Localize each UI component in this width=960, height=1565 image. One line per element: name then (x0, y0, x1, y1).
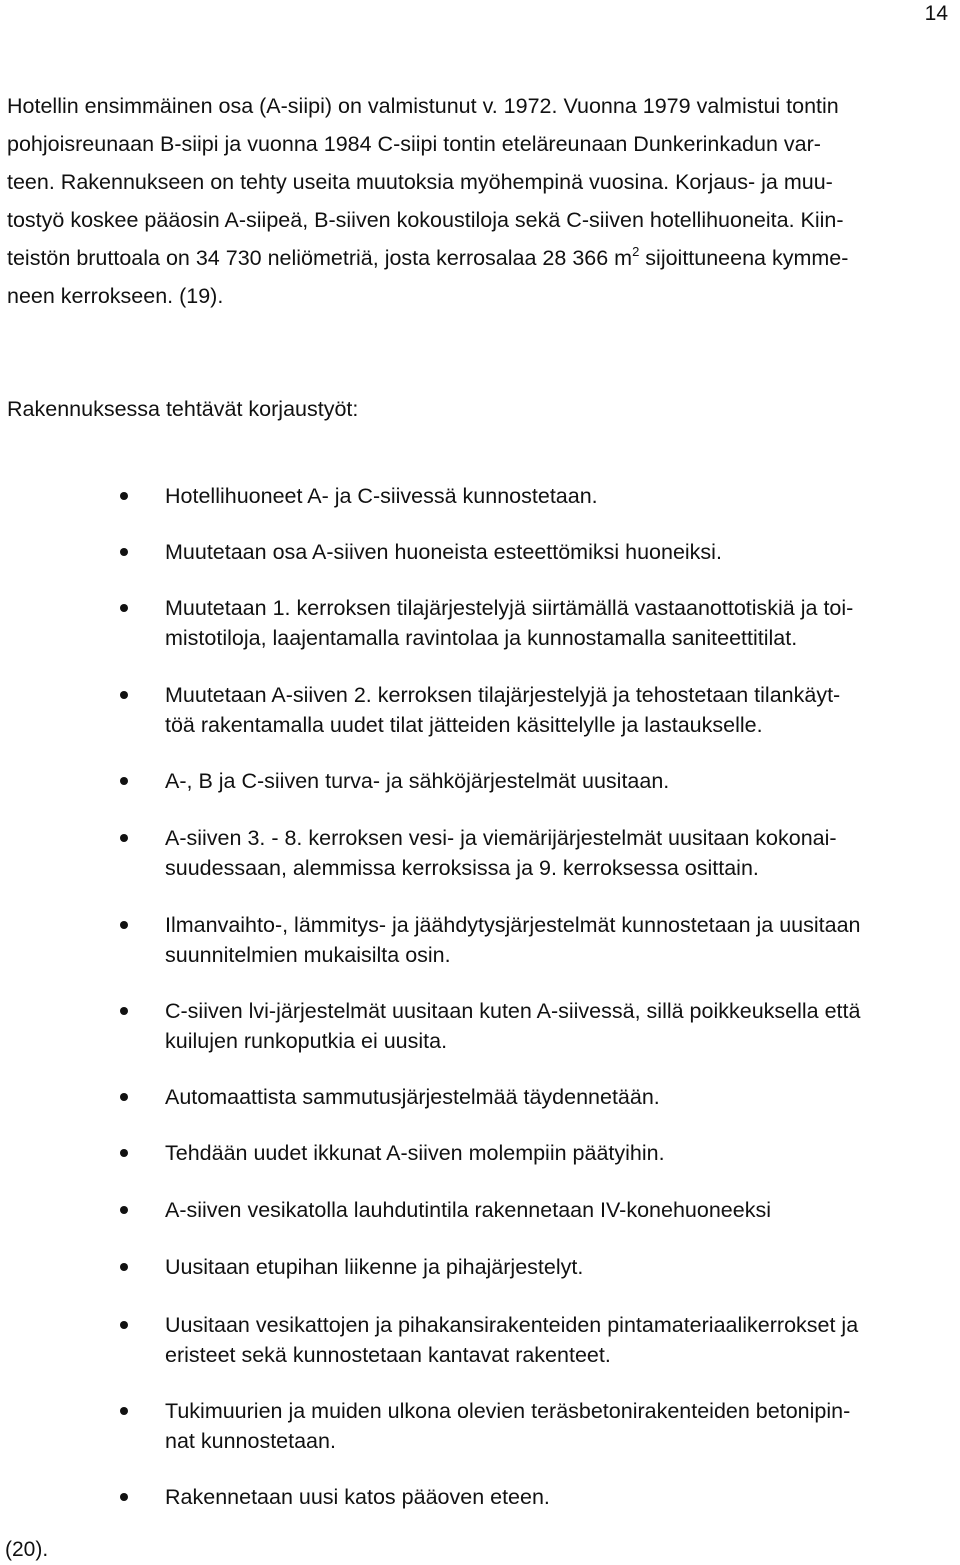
bullet-icon (120, 1321, 128, 1329)
list-item-text: Tehdään uudet ikkunat A-siiven molempiin päätyihin. (165, 1141, 665, 1165)
list-item-text: Muutetaan A-siiven 2. kerroksen tilajärjestelyjä ja tehostetaan tilankäyt- töä rakentamalla uudet tilat jätteiden käsittelylle ja lastaukselle. (165, 683, 841, 737)
list-item-text: A-siiven 3. - 8. kerroksen vesi- ja viemärijärjestelmät uusitaan kokonai- suudessaan, alemmissa kerroksissa ja 9. kerroksessa osittain. (165, 826, 837, 880)
list-item (120, 1195, 960, 1225)
list-item-text: Automaattista sammutusjärjestelmää täydennetään. (165, 1085, 660, 1109)
list-item (120, 1310, 960, 1370)
intro-text: Hotellin ensimmäinen osa (A-siipi) on valmistunut v. 1972. Vuonna 1979 valmistui tontin pohjoisreunaan B-siipi ja vuonna 1984 C-siipi tontin eteläreunaan Dunkerinkadun var- teen. Rakennukseen on tehty useita muutoksia myöhempinä vuosina. Korjaus- ja muu- tostyö koskee pääosin A-siipeä, B-siiven kokoustiloja sekä C-siiven hotellihuoneita. Kiin- teistön bruttoala on 34 730 neliömetriä, josta kerrosalaa 28 366 m (7, 94, 844, 270)
list-item-text: Muutetaan osa A-siiven huoneista esteettömiksi huoneiksi. (165, 540, 722, 564)
list-item-text: Rakennetaan uusi katos pääoven eteen. (165, 1485, 550, 1509)
list-item-text: Ilmanvaihto-, lämmitys- ja jäähdytysjärjestelmät kunnostetaan ja uusitaan suunnitelmien mukaisilta osin. (165, 913, 861, 967)
list-item-text: Uusitaan vesikattojen ja pihakansirakenteiden pintamateriaalikerrokset ja eristeet sekä kunnostetaan kantavat rakenteet. (165, 1313, 859, 1367)
list-item (120, 996, 960, 1056)
bullet-icon (120, 1206, 128, 1214)
list-item (120, 1138, 960, 1168)
intro-paragraph (7, 87, 960, 315)
bullet-icon (120, 492, 128, 500)
list-item (120, 1082, 960, 1112)
intro-text-end: sijoittuneena kymme- neen kerrokseen. (19). (7, 246, 849, 308)
bullet-icon (120, 548, 128, 556)
list-item (120, 1252, 960, 1282)
list-item (120, 481, 960, 511)
list-item-text: Uusitaan etupihan liikenne ja pihajärjestelyt. (165, 1255, 584, 1279)
list-item (120, 766, 960, 796)
list-item-text: A-, B ja C-siiven turva- ja sähköjärjestelmät uusitaan. (165, 769, 670, 793)
list-item-text: Muutetaan 1. kerroksen tilajärjestelyjä siirtämällä vastaanottotiskiä ja toi- mistotiloja, laajentamalla ravintolaa ja kunnostamalla saniteettitilat. (165, 596, 854, 650)
bullet-icon (120, 1493, 128, 1501)
list-item (120, 1396, 960, 1456)
list-item-text: Tukimuurien ja muiden ulkona olevien teräsbetonirakenteiden betonipin- nat kunnostetaan. (165, 1399, 851, 1453)
list-item (120, 593, 960, 653)
list-item (120, 910, 960, 970)
bullet-icon (120, 834, 128, 842)
list-item (120, 680, 960, 740)
list-item-text: C-siiven lvi-järjestelmät uusitaan kuten A-siivessä, sillä poikkeuksella että kuilujen runkoputkia ei uusita. (165, 999, 861, 1053)
list-item-text: A-siiven vesikatolla lauhdutintila rakennetaan IV-konehuoneeksi (165, 1198, 771, 1222)
list-item-text: Hotellihuoneet A- ja C-siivessä kunnostetaan. (165, 484, 598, 508)
bullet-icon (120, 1093, 128, 1101)
superscript-two: 2 (632, 244, 640, 259)
bullet-icon (120, 604, 128, 612)
section-heading: Rakennuksessa tehtävät korjaustyöt: (7, 397, 359, 421)
page-number: 14 (924, 2, 948, 25)
list-item (120, 1482, 960, 1512)
bullet-icon (120, 777, 128, 785)
bullet-icon (120, 1263, 128, 1271)
bullet-icon (120, 1149, 128, 1157)
bullet-icon (120, 691, 128, 699)
bullet-icon (120, 1007, 128, 1015)
footnote-reference: (20). (5, 1538, 49, 1561)
bullet-icon (120, 1407, 128, 1415)
list-item (120, 823, 960, 883)
bullet-icon (120, 921, 128, 929)
list-item (120, 537, 960, 567)
